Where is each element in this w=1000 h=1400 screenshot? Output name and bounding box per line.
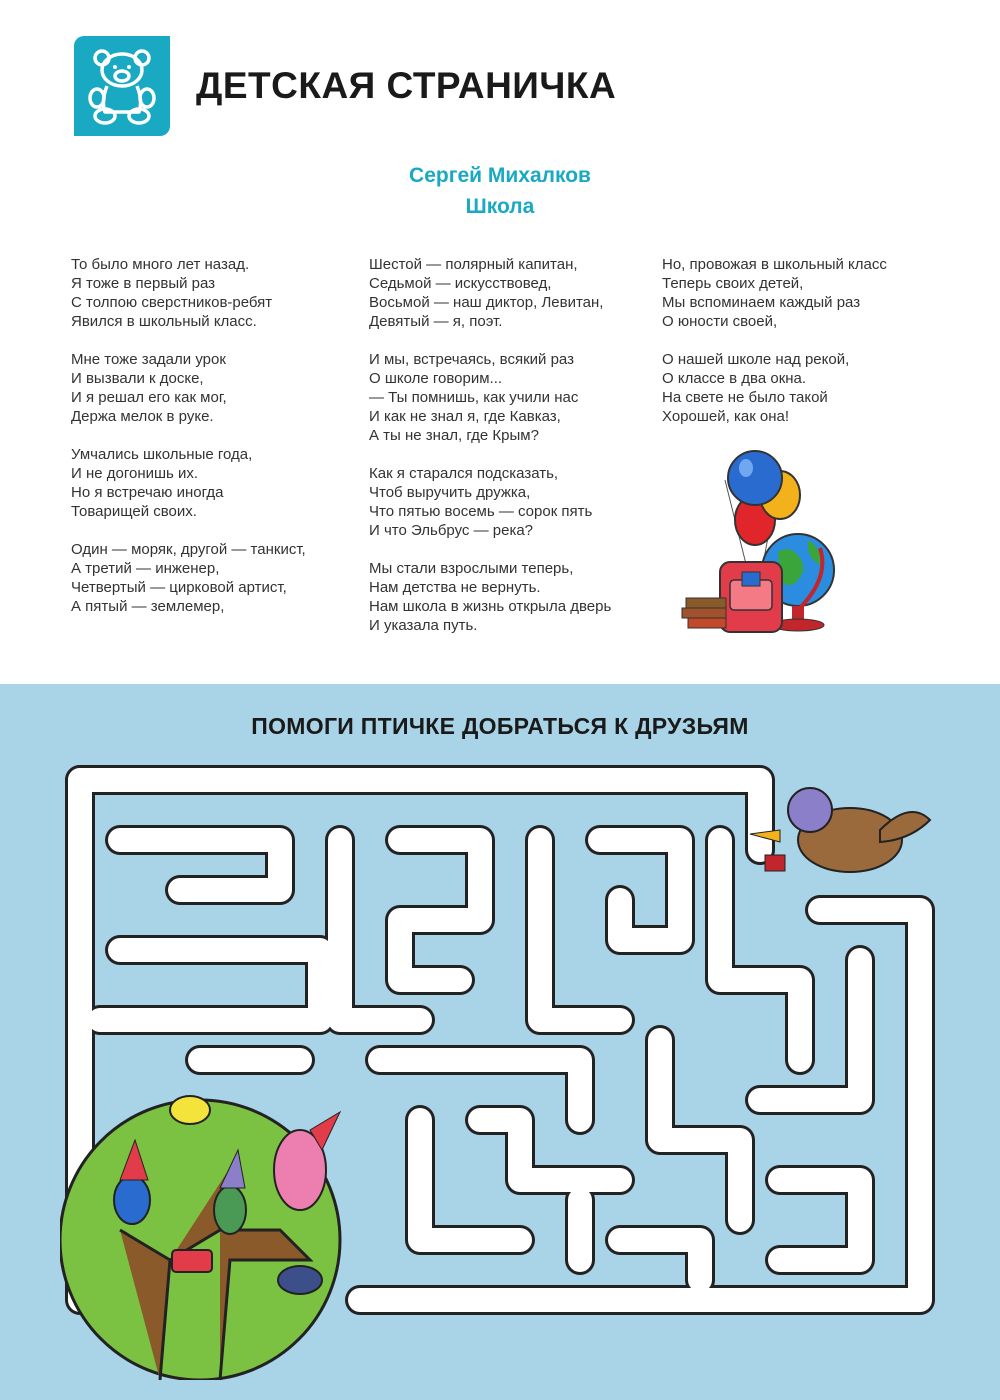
poem-line: И мы, встречаясь, всякий раз xyxy=(369,351,574,368)
poem-heading xyxy=(0,160,1000,222)
poem-line: Товарищей своих. xyxy=(71,503,197,520)
puzzle-title: ПОМОГИ ПТИЧКЕ ДОБРАТЬСЯ К ДРУЗЬЯМ xyxy=(251,713,749,739)
page-header xyxy=(74,36,616,136)
poem-line: Нам школа в жизнь открыла дверь xyxy=(369,598,612,615)
flying-bird-icon xyxy=(750,788,930,872)
poem-line: Один — моряк, другой — танкист, xyxy=(71,541,306,558)
poem-line: Восьмой — наш диктор, Левитан, xyxy=(369,294,604,311)
poem-line: Мне тоже задали урок xyxy=(71,351,226,368)
poem-line: Но я встречаю иногда xyxy=(71,484,224,501)
poem-stanza xyxy=(369,464,611,540)
poem-line: И указала путь. xyxy=(369,617,478,634)
poem-column-1 xyxy=(71,255,306,635)
poem-line: О классе в два окна. xyxy=(662,370,807,387)
poem-line: Хорошей, как она! xyxy=(662,408,790,425)
poem-line: Умчались школьные года, xyxy=(71,446,253,463)
poem-line: На свете не было такой xyxy=(662,389,828,406)
poem-column-2 xyxy=(369,255,611,654)
maze xyxy=(60,760,940,1380)
poem-column-3 xyxy=(662,255,887,445)
poem-line: О школе говорим... xyxy=(369,370,503,387)
poem-line: Явился в школьный класс. xyxy=(71,313,257,330)
poem-stanza xyxy=(369,255,611,331)
poem-title: Школа xyxy=(465,195,535,218)
poem-line: Девятый — я, поэт. xyxy=(369,313,503,330)
poem-line: И не догонишь их. xyxy=(71,465,199,482)
poem-line: А пятый — землемер, xyxy=(71,598,225,615)
poem-line: Что пятью восемь — сорок пять xyxy=(369,503,593,520)
poem-line: Чтоб выручить дружка, xyxy=(369,484,531,501)
poem-stanza xyxy=(662,255,887,331)
poem-line: О нашей школе над рекой, xyxy=(662,351,850,368)
page-title: ДЕТСКАЯ СТРАНИЧКА xyxy=(196,65,617,106)
poem-stanza xyxy=(71,540,306,616)
poem-stanza xyxy=(71,350,306,426)
poem-line: — Ты помнишь, как учили нас xyxy=(369,389,579,406)
poem-line: Держа мелок в руке. xyxy=(71,408,214,425)
poem-line: И как не знал я, где Кавказ, xyxy=(369,408,561,425)
poem-line: Мы стали взрослыми теперь, xyxy=(369,560,574,577)
poem-stanza xyxy=(369,350,611,445)
tree-with-birds-icon xyxy=(60,1096,340,1380)
poem-line: А третий — инженер, xyxy=(71,560,220,577)
poem-stanza xyxy=(662,350,887,426)
poem-line: О юности своей, xyxy=(662,313,778,330)
poem-line: И вызвали к доске, xyxy=(71,370,204,387)
poem-line: Нам детства не вернуть. xyxy=(369,579,541,596)
poem-line: Но, провожая в школьный класс xyxy=(662,256,887,273)
poem-line: С толпою сверстников-ребят xyxy=(71,294,273,311)
poem-line: Теперь своих детей, xyxy=(662,275,804,292)
poem-line: Мы вспоминаем каждый раз xyxy=(662,294,861,311)
poem-stanza xyxy=(71,445,306,521)
poem-line: Как я старался подсказать, xyxy=(369,465,559,482)
school-supplies-illustration xyxy=(680,440,850,640)
poem-line: А ты не знал, где Крым? xyxy=(369,427,539,444)
poem-author: Сергей Михалков xyxy=(409,164,591,187)
poem-stanza xyxy=(71,255,306,331)
poem-line: То было много лет назад. xyxy=(71,256,250,273)
poem-line: Седьмой — искусствовед, xyxy=(369,275,552,292)
teddy-bear-icon xyxy=(74,36,170,136)
poem-line: Четвертый — цирковой артист, xyxy=(71,579,287,596)
poem-line: И я решал его как мог, xyxy=(71,389,227,406)
poem-stanza xyxy=(369,559,611,635)
poem-line: Я тоже в первый раз xyxy=(71,275,216,292)
poem-line: И что Эльбрус — река? xyxy=(369,522,534,539)
poem-line: Шестой — полярный капитан, xyxy=(369,256,578,273)
